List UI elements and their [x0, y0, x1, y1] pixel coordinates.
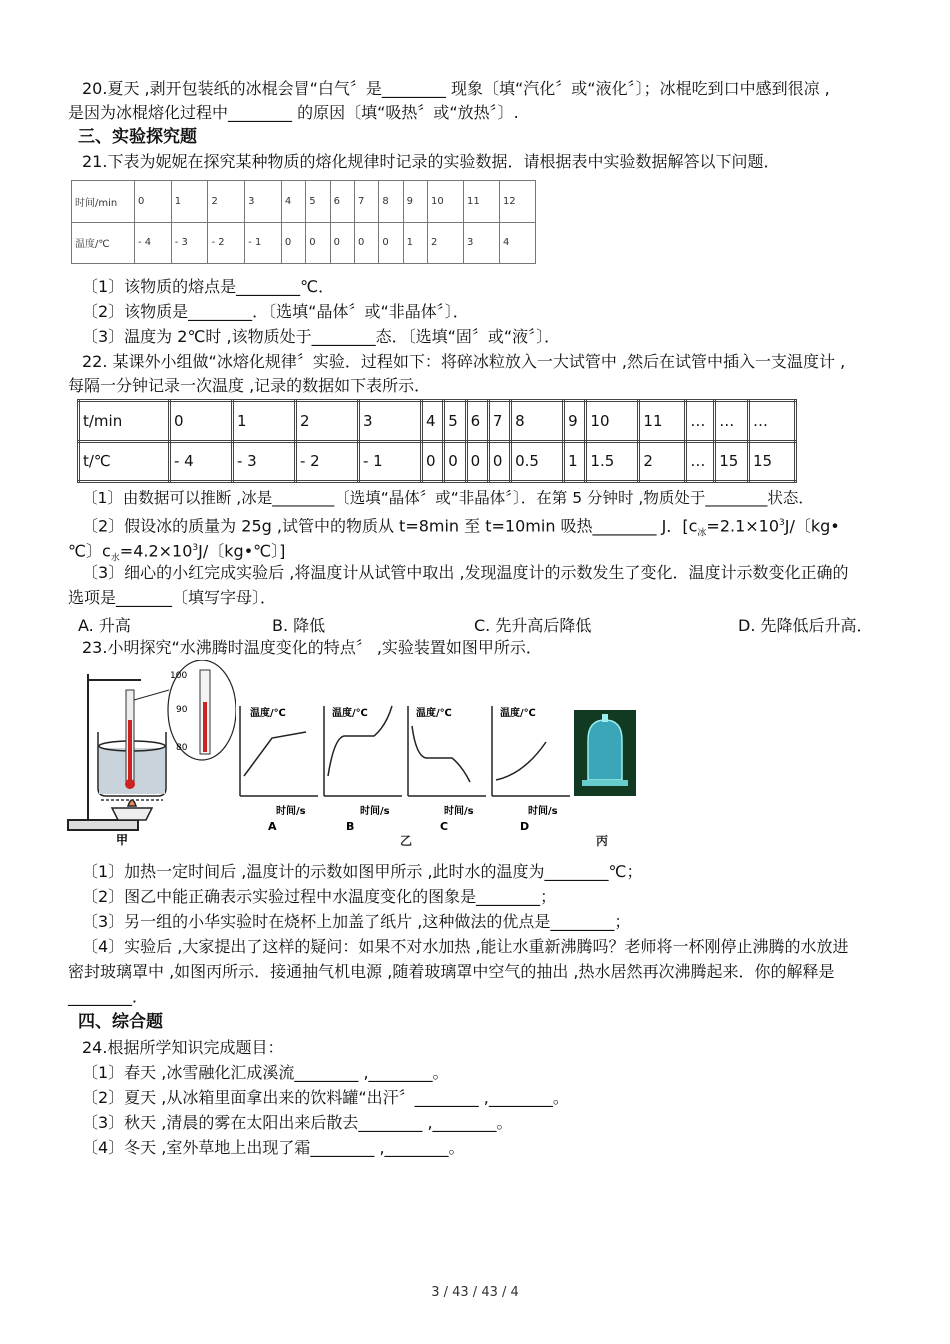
table-cell: 9	[564, 401, 586, 442]
q21-intro: 21.下表为妮妮在探究某种物质的熔化规律时记录的实验数据．请根据表中实验数据解答以下问题．	[82, 152, 780, 171]
graph-c	[400, 696, 490, 836]
thermo-tick-80: 80	[176, 743, 188, 753]
table-cell: 0.5	[511, 441, 564, 482]
burner	[101, 800, 163, 820]
jar-knob	[602, 714, 608, 722]
bell-jar-icon	[588, 720, 622, 780]
q21-sub1: 〔1〕该物质的熔点是________℃．	[82, 277, 335, 296]
table-cell: 12	[499, 181, 535, 223]
option-a: A. 升高	[78, 616, 131, 635]
graph-a-ylabel: 温度/℃	[250, 708, 286, 719]
q24-sub3: 〔3〕秋天 ,清晨的雾在太阳出来后散去________ ,________。	[82, 1113, 513, 1132]
table-cell: 3	[245, 181, 282, 223]
table-cell: 0	[444, 441, 466, 482]
graph-a	[232, 696, 322, 836]
q20-line2: 是因为冰棍熔化过程中________ 的原因〔填“吸热〞或“放热〞〕.	[68, 103, 519, 122]
q21-row2-label: 温度/℃	[72, 222, 135, 264]
graph-b-xlabel: 时间/s	[360, 806, 390, 817]
table-cell: 5	[306, 181, 330, 223]
table-cell: 8	[379, 181, 403, 223]
table-cell: 7	[488, 401, 510, 442]
q23-intro: 23.小明探究“水沸腾时温度变化的特点〞 ,实验装置如图甲所示．	[82, 638, 542, 657]
table-cell: 10	[586, 401, 639, 442]
table-cell: 1	[233, 401, 296, 442]
q22-sub2-text-f: J/〔kg•℃〕]	[198, 541, 286, 561]
table-cell: - 3	[233, 441, 296, 482]
q21-sub2: 〔2〕该物质是________．〔选填“晶体〞或“非晶体〞〕．	[82, 302, 469, 321]
q23-sub2: 〔2〕图乙中能正确表示实验过程中水温度变化的图象是________；	[82, 887, 557, 906]
q21-data-table	[71, 180, 536, 264]
graph-c-xlabel: 时间/s	[444, 806, 474, 817]
table-cell: - 4	[135, 222, 172, 264]
table-cell: 0	[170, 401, 233, 442]
table-cell: 0	[306, 222, 330, 264]
table-cell: 2	[208, 181, 245, 223]
table-cell: - 1	[359, 441, 422, 482]
q23-sub1: 〔1〕加热一定时间后 ,温度计的示数如图甲所示 ,此时水的温度为________℃；	[82, 862, 643, 881]
table-cell: …	[686, 441, 715, 482]
table-cell: 10	[428, 181, 464, 223]
graph-d-xlabel: 时间/s	[528, 806, 558, 817]
graph-a-xlabel: 时间/s	[276, 806, 306, 817]
section-3-heading: 三、实验探究题	[78, 127, 197, 147]
table-cell: 15	[749, 441, 796, 482]
table-cell: 0	[422, 441, 444, 482]
thermometer	[125, 690, 135, 789]
table-row	[72, 222, 536, 264]
caption-jia: 甲	[116, 833, 129, 847]
q22-sub2-text-a: 〔2〕假设冰的质量为 25g ,试管中的物质从 t=8min 至 t=10min 吸热________ J．[c	[82, 516, 698, 536]
table-cell: 0	[379, 222, 403, 264]
table-cell: 7	[354, 181, 378, 223]
thermo-tick-90: 90	[176, 705, 188, 715]
table-cell: 4	[422, 401, 444, 442]
graph-b	[316, 696, 406, 836]
q21-sub3: 〔3〕温度为 2℃时 ,该物质处于________态．〔选填“固〞或“液〞〕．	[82, 327, 561, 346]
bell-jar-photo	[574, 710, 636, 796]
table-cell: 1	[564, 441, 586, 482]
q22-sub2-text-d: ℃〕c	[68, 541, 111, 561]
table-cell: t/℃	[79, 441, 170, 482]
q23-sub4-line3: ________．	[68, 987, 149, 1006]
graph-b-ylabel: 温度/℃	[332, 708, 368, 719]
table-cell: 0	[354, 222, 378, 264]
table-cell: - 3	[171, 222, 208, 264]
table-cell: - 4	[170, 441, 233, 482]
q22-sub3-line1: 〔3〕细心的小红完成实验后 ,将温度计从试管中取出 ,发现温度计的示数发生了变化．温度计示数变化正确的	[82, 563, 849, 582]
table-cell: 4	[499, 222, 535, 264]
table-cell: 0	[466, 441, 488, 482]
option-d: D. 先降低后升高．	[738, 616, 873, 635]
page-number: 3 / 43 / 43 / 4	[431, 1285, 519, 1300]
table-row	[79, 441, 796, 482]
q21-row1-label: 时间/min	[72, 181, 135, 223]
table-cell: 6	[466, 401, 488, 442]
table-cell: …	[715, 401, 749, 442]
table-cell: 2	[428, 222, 464, 264]
graph-d	[484, 696, 574, 836]
q22-sub2-superscript-2: 3	[192, 543, 199, 553]
table-row	[72, 181, 536, 223]
q24-sub4: 〔4〕冬天 ,室外草地上出现了霜________ ,________。	[82, 1138, 465, 1157]
table-cell: 11	[639, 401, 686, 442]
graph-d-ylabel: 温度/℃	[500, 708, 536, 719]
table-cell: 11	[463, 181, 499, 223]
table-cell: 5	[444, 401, 466, 442]
option-b: B. 降低	[272, 616, 326, 635]
table-cell: 15	[715, 441, 749, 482]
graph-d-letter: D	[520, 820, 530, 833]
table-cell: …	[686, 401, 715, 442]
table-cell: 8	[511, 401, 564, 442]
q22-line1: 22. 某课外小组做“冰熔化规律〞实验．过程如下：将碎冰粒放入一大试管中 ,然后在试管中插入一支温度计 ,	[82, 352, 846, 371]
q20-line1: 20.夏天 ,剥开包装纸的冰棍会冒“白气〞是________ 现象〔填“汽化〞或“液化〞〕；冰棍吃到口中感到很凉 ,	[82, 79, 830, 98]
table-cell: 4	[281, 181, 305, 223]
table-cell: 0	[281, 222, 305, 264]
table-cell: - 2	[208, 222, 245, 264]
q22-line2: 每隔一分钟记录一次温度 ,记录的数据如下表所示．	[68, 376, 431, 395]
table-cell: 6	[330, 181, 354, 223]
q24-sub1: 〔1〕春天 ,冰雪融化汇成溪流________ ,________。	[82, 1063, 449, 1082]
table-cell: 2	[296, 401, 359, 442]
table-cell: 0	[135, 181, 172, 223]
q23-sub4-line1: 〔4〕实验后 ,大家提出了这样的疑问：如果不对水加热 ,能让水重新沸腾吗？老师将一杯刚停止沸腾的水放进	[82, 937, 849, 956]
caption-bing: 丙	[596, 834, 609, 848]
table-cell: - 1	[245, 222, 282, 264]
table-cell: 9	[403, 181, 427, 223]
graph-c-letter: C	[440, 820, 449, 833]
q23-sub3: 〔3〕另一组的小华实验时在烧杯上加盖了纸片 ,这种做法的优点是________；	[82, 912, 631, 931]
q22-sub2-subscript-water: 水	[110, 553, 120, 564]
q22-data-table	[77, 399, 797, 483]
graph-c-ylabel: 温度/℃	[416, 708, 452, 719]
q24-sub2: 〔2〕夏天 ,从冰箱里面拿出来的饮料罐“出汗〞________ ,________。	[82, 1088, 569, 1107]
table-row	[79, 401, 796, 442]
section-4-heading: 四、综合题	[78, 1012, 163, 1032]
graph-a-letter: A	[268, 820, 277, 833]
q22-sub2-text-c: J/〔kg•	[784, 516, 840, 536]
q22-sub3-line2: 选项是_______〔填写字母〕．	[68, 588, 277, 607]
table-cell: 3	[359, 401, 422, 442]
table-cell: t/min	[79, 401, 170, 442]
table-cell: 0	[488, 441, 510, 482]
table-cell: 3	[463, 222, 499, 264]
table-cell: 2	[639, 441, 686, 482]
graph-a-curve	[244, 732, 306, 776]
q22-sub1: 〔1〕由数据可以推断 ,冰是________〔选填“晶体〞或“非晶体〞〕．在第 5 分钟时 ,物质处于________状态．	[82, 489, 814, 507]
q22-sub2-superscript-1: 3	[779, 518, 785, 528]
q22-sub2-text-e: =4.2×10	[119, 541, 193, 561]
graph-b-letter: B	[346, 820, 355, 833]
q23-sub4-line2: 密封玻璃罩中 ,如图丙所示．接通抽气机电源 ,随着玻璃罩中空气的抽出 ,热水居然再次沸腾起来．你的解释是	[68, 962, 835, 981]
graph-c-curve	[412, 726, 470, 782]
q24-intro: 24.根据所学知识完成题目：	[82, 1038, 284, 1057]
jar-base	[582, 780, 628, 786]
thermo-tick-100: 100	[170, 671, 188, 681]
table-cell: 0	[330, 222, 354, 264]
table-cell: - 2	[296, 441, 359, 482]
caption-yi: 乙	[400, 834, 413, 848]
table-cell: 1	[403, 222, 427, 264]
graph-d-curve	[496, 742, 546, 780]
apparatus-figure	[66, 660, 236, 850]
option-c: C. 先升高后降低	[474, 616, 592, 635]
table-cell: 1	[171, 181, 208, 223]
table-cell: 1.5	[586, 441, 639, 482]
q22-sub2-text-b: =2.1×10	[706, 516, 780, 536]
q22-sub2-subscript-ice: 冰	[697, 528, 707, 539]
table-cell: …	[749, 401, 796, 442]
